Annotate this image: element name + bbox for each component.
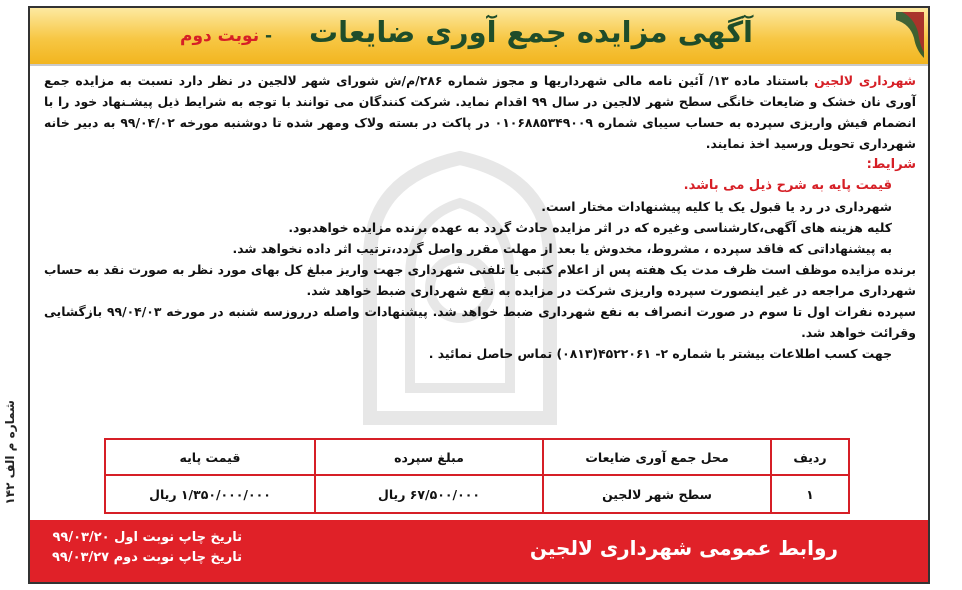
cell-deposit: ۶۷/۵۰۰/۰۰۰ ریال: [315, 475, 543, 513]
print-dates: [52, 528, 242, 568]
cell-row-number: ۱: [771, 475, 849, 513]
round-label: [180, 26, 272, 46]
page-title: آگهی مزایده جمع آوری ضایعات: [309, 15, 753, 49]
condition-line: کلیه هزینه های آگهی،کارشناسی وغیره که در اثر مزایده حادث گردد به عهده برنده مزایده خواهدبود.: [288, 220, 892, 235]
title-dash: -: [265, 26, 273, 46]
cell-base-price: ۱/۳۵۰/۰۰۰/۰۰۰ ریال: [105, 475, 315, 513]
ad-body: [44, 70, 916, 364]
col-header-base-price: قیمت پایه: [105, 439, 315, 475]
issue-number-label: شماره م الف ۱۴۲: [3, 400, 17, 505]
condition-line: برنده مزایده موظف است ظرف مدت یک هفته پس از اعلام کتبی یا تلفنی شهرداری جهت واریز مبلغ کل بهای مورد نظر به صورت نقد به حساب شهرداری مراجعه در غیر اینصورت سپرده واریزی شرکت در مزایده به نفع شهرداری ضبط خواهد شد.: [44, 262, 916, 298]
col-header-deposit: مبلغ سپرده: [315, 439, 543, 475]
corner-ornament-icon: [896, 12, 924, 58]
org-name: شهرداری لالجین: [814, 73, 916, 88]
intro-paragraph: [44, 70, 916, 154]
cell-location: سطح شهر لالجین: [543, 475, 771, 513]
footer-org: روابط عمومی شهرداری لالجین: [529, 536, 838, 560]
table-header-row: [105, 439, 849, 475]
condition-line: سپرده نفرات اول تا سوم در صورت انصراف به نفع شهرداری ضبط خواهد شد. پیشنهادات واصله درروزسه شنبه در مورخه ۹۹/۰۴/۰۳ بازگشایی وقرائت خواهد شد.: [44, 304, 916, 340]
advertisement-frame: [28, 6, 930, 584]
condition-line: به پیشنهاداتی که فاقد سپرده ، مشروط، مخدوش یا بعد از مهلت مقرر واصل گردد،ترتیب اثر داده نخواهد شد.: [232, 241, 892, 256]
base-price-note: قیمت پایه به شرح ذیل می باشد.: [683, 178, 892, 193]
condition-line: جهت کسب اطلاعات بیشتر با شماره ۲- ۴۵۲۲۰۶۱(۰۸۱۳) تماس حاصل نمائید .: [428, 346, 892, 361]
second-print-date: تاریخ چاپ نوبت دوم ۹۹/۰۳/۲۷: [52, 550, 242, 565]
header-banner: [30, 8, 928, 66]
footer-banner: [30, 520, 928, 582]
first-print-date: تاریخ چاپ نوبت اول ۹۹/۰۳/۲۰: [52, 530, 242, 545]
auction-table: [104, 438, 850, 514]
condition-line: شهرداری در رد یا قبول یک یا کلیه پیشنهادات مختار است.: [541, 199, 892, 214]
col-header-row-number: ردیف: [771, 439, 849, 475]
intro-text: باستناد ماده ۱۳/ آئین نامه مالی شهرداریها و مجوز شماره ۲۸۶/م/ش شورای شهر لالجین در نظر دارد نسبت به مزایده جمع آوری نان خشک و ضایعات خانگی سطح شهر لالجین در سال ۹۹ اقدام نماید. شرکت کنندگان می توانند با توجه به شرایط ذیل پیشـنهاد خود را با انضمام فیش واریزی سپرده به حساب سیبای شماره ۰۱۰۶۸۸۵۳۴۹۰۰۹ در پاکت در بسته ولاک ومهر شده تا دوشنبه مورخه ۹۹/۰۴/۰۲ به دبیر خانه شهرداری تحویل ورسید اخذ نمایند.: [44, 73, 916, 151]
table-row: [105, 475, 849, 513]
conditions-heading: شرایط:: [866, 157, 916, 172]
col-header-location: محل جمع آوری ضایعات: [543, 439, 771, 475]
round-text: نوبت دوم: [180, 26, 260, 46]
